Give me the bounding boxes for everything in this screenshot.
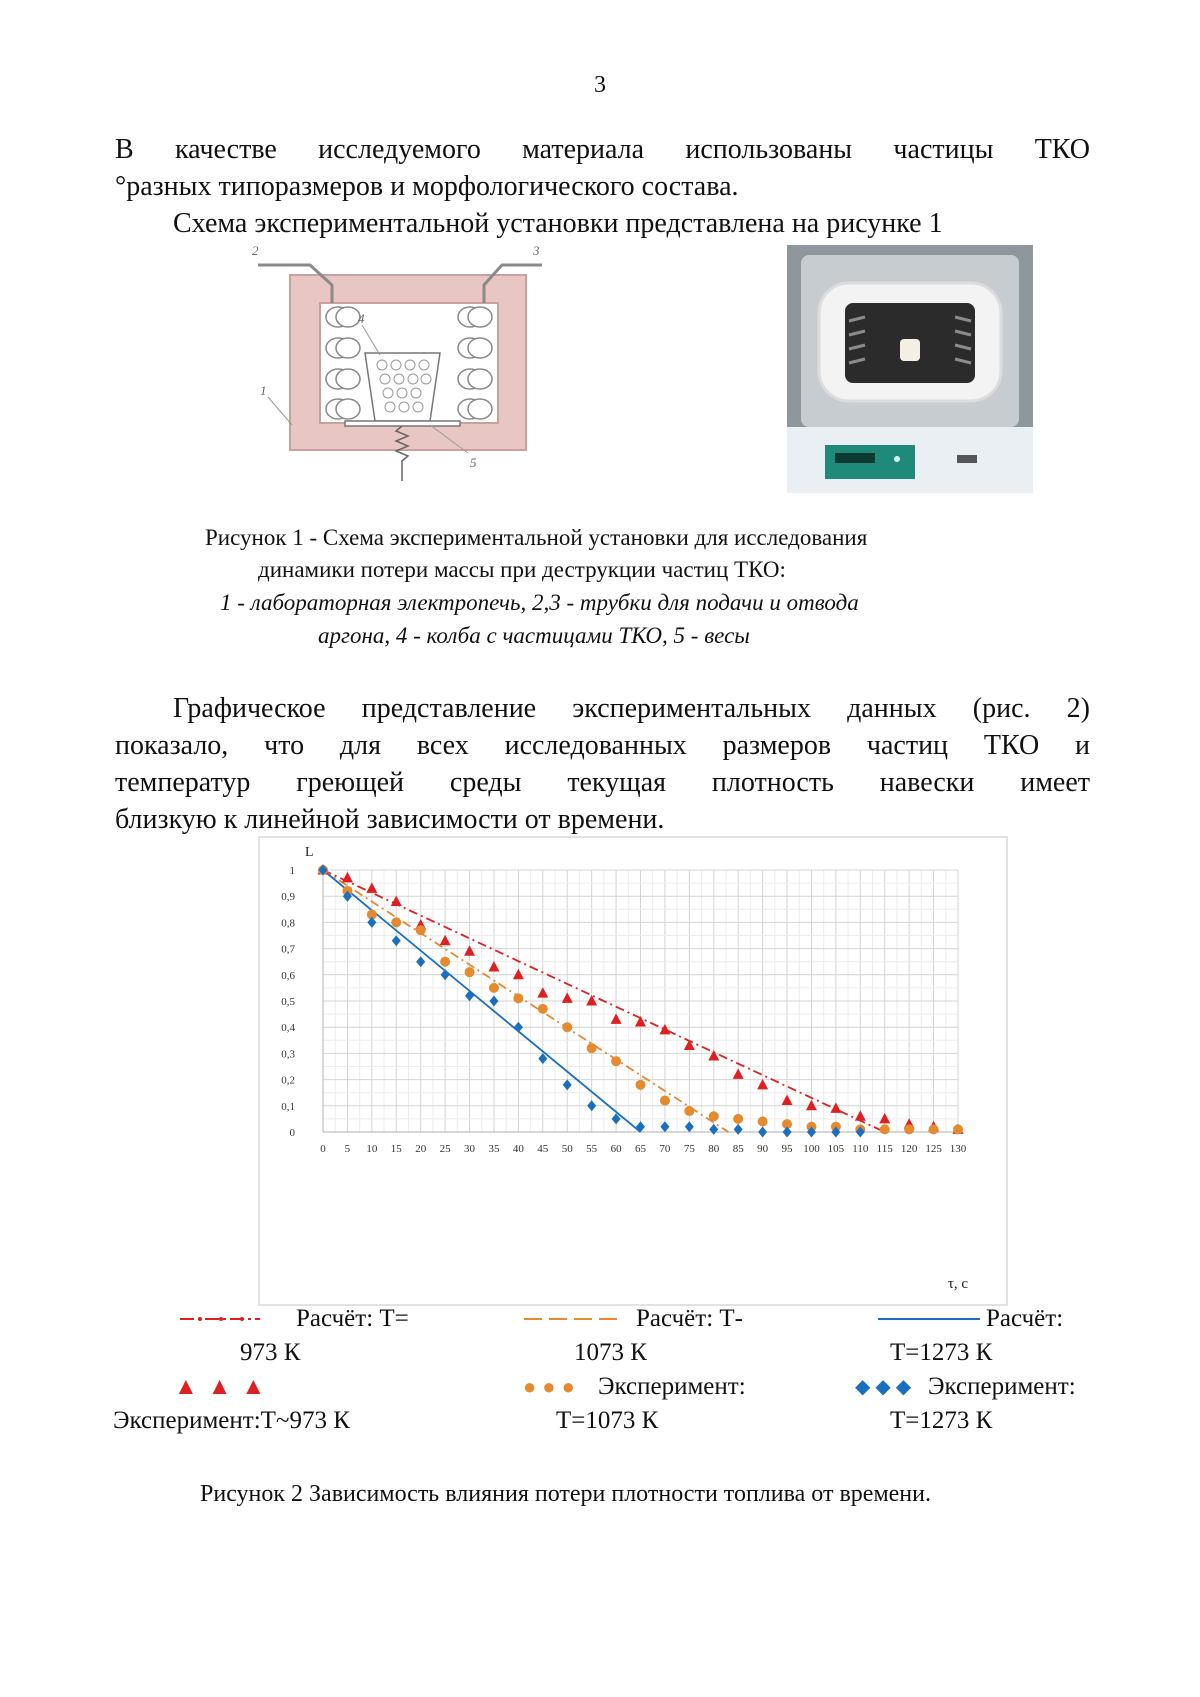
x-tick-label: 5: [344, 1143, 351, 1155]
x-tick-label: 100: [803, 1143, 820, 1155]
exp-point-circle: [929, 1124, 939, 1134]
legend-calc-1073-b: 1073 К: [574, 1339, 647, 1366]
x-tick-label: 50: [561, 1143, 573, 1155]
x-tick-label: 130: [949, 1143, 967, 1155]
x-tick-label: 40: [512, 1143, 524, 1155]
x-tick-label: 115: [876, 1143, 893, 1155]
y-tick-label: 0: [289, 1127, 295, 1139]
leader-4: [362, 325, 380, 355]
x-tick-label: 65: [635, 1143, 646, 1155]
x-tick-label: 75: [683, 1143, 695, 1155]
furnace-schematic: [250, 245, 550, 507]
leader-1: [268, 397, 292, 425]
body2-line-4: близкую к линейной зависимости от времени.: [115, 804, 665, 835]
y-axis-label: L: [305, 845, 314, 860]
exp-point-circle: [587, 1043, 597, 1053]
legend-marker-triangles: ▲▲▲: [174, 1374, 276, 1400]
x-tick-label: 30: [464, 1143, 476, 1155]
x-tick-label: 85: [732, 1143, 744, 1155]
exp-point-circle: [391, 917, 401, 927]
x-tick-label: 95: [781, 1143, 793, 1155]
y-tick-label: 0,9: [281, 891, 295, 904]
page-number: 3: [594, 72, 606, 98]
heating-coils-left: [326, 307, 360, 419]
x-tick-label: 90: [757, 1143, 769, 1155]
density-loss-chart: [258, 836, 1008, 1306]
x-tick-label: 0: [320, 1143, 326, 1155]
exp-point-circle: [733, 1114, 743, 1124]
exp-point-circle: [880, 1124, 890, 1134]
y-tick-label: 1: [289, 865, 295, 877]
exp-point-circle: [513, 993, 523, 1003]
y-tick-label: 0,4: [281, 1022, 295, 1035]
exp-point-circle: [709, 1111, 719, 1121]
y-tick-label: 0,1: [281, 1100, 295, 1113]
legend-line-red: [180, 1312, 260, 1326]
legend-calc-973-b: 973 К: [240, 1339, 301, 1366]
x-tick-label: 125: [925, 1143, 942, 1155]
exp-point-circle: [660, 1096, 670, 1106]
legend-calc-1273-a: Расчёт:: [986, 1305, 1064, 1332]
x-tick-label: 45: [537, 1143, 549, 1155]
label-4: 4: [358, 311, 365, 326]
figure2-caption: Рисунок 2 Зависимость влияния потери плотности топлива от времени.: [200, 1481, 931, 1507]
balance-plate: [345, 421, 460, 426]
legend-calc-1073-a: Расчёт: Т-: [636, 1305, 743, 1332]
furnace-photo: [787, 245, 1033, 493]
power-switch: [957, 455, 977, 463]
y-tick-label: 0,2: [281, 1074, 295, 1087]
x-tick-label: 120: [900, 1143, 918, 1155]
x-tick-label: 25: [439, 1143, 451, 1155]
y-tick-label: 0,3: [281, 1048, 295, 1061]
figure1-caption-line-4: аргона, 4 - колба с частицами ТКО, 5 - весы: [318, 623, 750, 648]
x-axis-label: τ, c: [947, 1276, 968, 1292]
exp-point-circle: [611, 1056, 621, 1066]
legend-exp-973: Эксперимент:Т~973 К: [113, 1407, 350, 1434]
body2-line-2: показало, что для всех исследованных размеров частиц ТКО и: [115, 730, 1090, 761]
y-tick-label: 0,5: [281, 996, 295, 1008]
intro-line-1: В качестве исследуемого материала использованы частицы ТКО: [115, 134, 1090, 165]
intro-line-2: °разных типоразмеров и морфологического состава.: [115, 171, 739, 202]
legend-calc-973-a: Расчёт: Т=: [296, 1305, 409, 1332]
exp-point-circle: [416, 925, 426, 935]
legend-exp-1273-b: Т=1273 К: [890, 1407, 993, 1434]
x-tick-label: 35: [488, 1143, 500, 1155]
y-tick-label: 0,6: [281, 969, 295, 982]
chart-grid: [323, 870, 958, 1132]
exp-point-circle: [684, 1106, 694, 1116]
legend-marker-diamonds: ◆◆◆: [855, 1376, 917, 1398]
legend-line-orange: [524, 1312, 624, 1326]
legend-exp-1073-a: Эксперимент:: [598, 1373, 746, 1400]
exp-point-circle: [758, 1117, 768, 1127]
legend-marker-circles: ●●●: [523, 1374, 581, 1399]
x-tick-label: 15: [390, 1143, 402, 1155]
figure1-caption-line-1: Рисунок 1 - Схема экспериментальной установки для исследования: [205, 525, 868, 550]
x-tick-label: 110: [852, 1143, 869, 1155]
figure1-caption-line-2: динамики потери массы при деструкции частиц ТКО:: [258, 557, 786, 582]
heating-coils-right: [458, 307, 492, 419]
exp-point-circle: [489, 983, 499, 993]
exp-point-circle: [465, 967, 475, 977]
intro-line-3: Схема экспериментальной установки представлена на рисунке 1: [173, 208, 943, 239]
exp-point-circle: [562, 1022, 572, 1032]
exp-point-circle: [440, 957, 450, 967]
x-tick-label: 105: [827, 1143, 845, 1155]
figure1-caption-line-3: 1 - лабораторная электропечь, 2,3 - трубки для подачи и отвода: [220, 590, 859, 615]
label-5: 5: [470, 455, 477, 470]
y-tick-label: 0,7: [281, 943, 295, 956]
exp-point-circle: [538, 1004, 548, 1014]
control-led: [894, 456, 900, 462]
x-tick-label: 20: [415, 1143, 427, 1155]
legend-exp-1073-b: Т=1073 К: [556, 1407, 659, 1434]
label-3: 3: [533, 245, 540, 258]
intro-paragraph: [115, 131, 1090, 242]
y-tick-label: 0,8: [281, 917, 295, 930]
legend-exp-1273-a: Эксперимент:: [928, 1373, 1076, 1400]
label-1: 1: [260, 383, 267, 398]
body2-line-3: температур греющей среды текущая плотность навески имеет: [115, 767, 1090, 798]
body-paragraph-2: [115, 690, 1090, 838]
legend-calc-1273-b: Т=1273 К: [890, 1339, 993, 1366]
control-readout: [835, 453, 875, 463]
label-2: 2: [252, 245, 259, 258]
legend-line-blue: [878, 1312, 980, 1326]
exp-point-circle: [636, 1080, 646, 1090]
body2-line-1: Графическое представление экспериментальных данных (рис. 2): [173, 693, 1090, 724]
sample-crucible: [900, 339, 920, 361]
exp-point-circle: [904, 1124, 914, 1134]
x-tick-label: 70: [659, 1143, 671, 1155]
x-tick-label: 10: [366, 1143, 378, 1155]
x-tick-label: 80: [708, 1143, 720, 1155]
exp-point-circle: [953, 1124, 963, 1134]
x-tick-label: 55: [586, 1143, 598, 1155]
x-tick-label: 60: [610, 1143, 622, 1155]
